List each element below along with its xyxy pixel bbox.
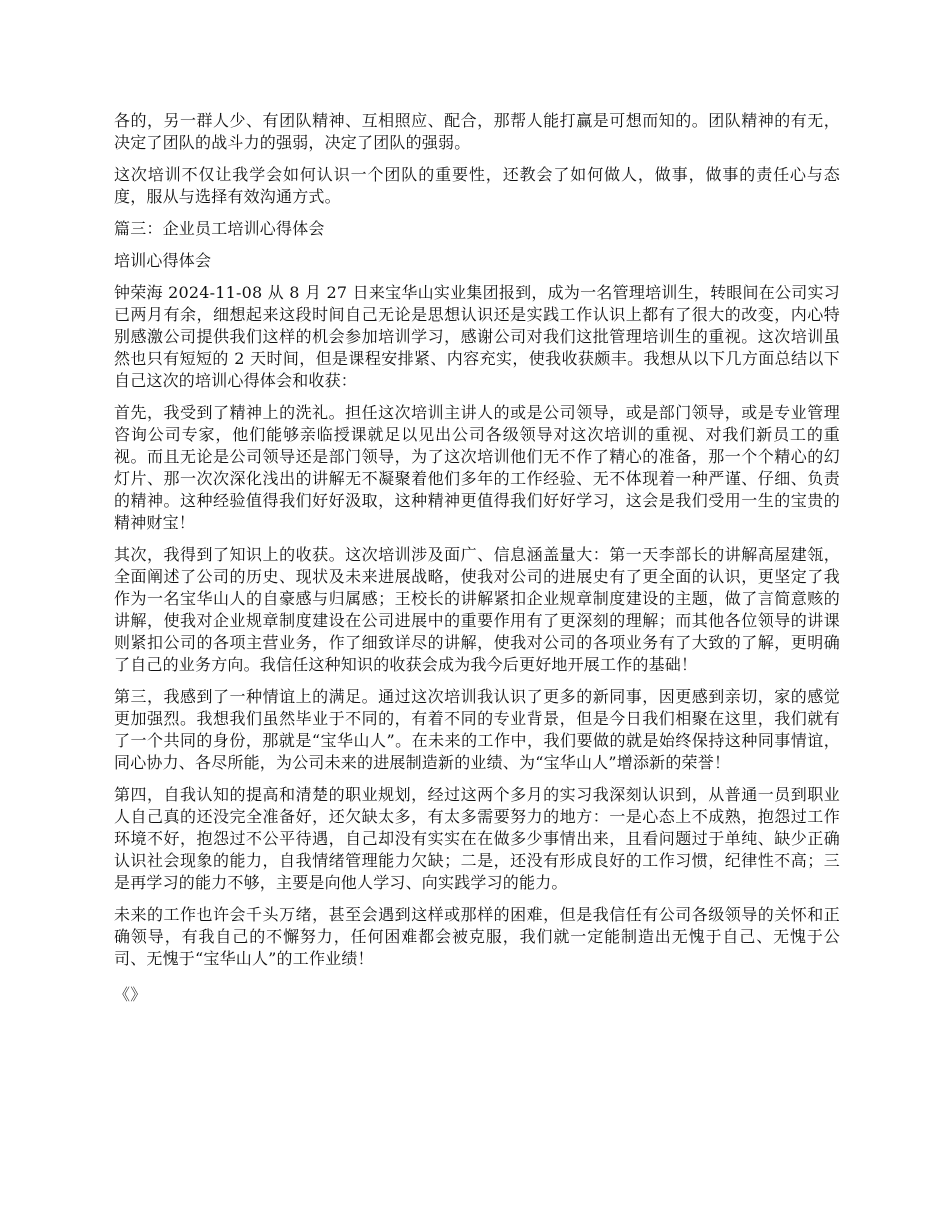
paragraph-team-spirit: 各的，另一群人少、有团队精神、互相照应、配合，那帮人能打赢是可想而知的。团队精神的有无，决定了团队的战斗力的强弱，决定了团队的强弱。 [114, 111, 840, 152]
subsection-title: 培训心得体会 [114, 251, 212, 270]
paragraph-second-point: 其次，我得到了知识上的收获。这次培训涉及面广、信息涵盖量大：第一天李部长的讲解高屋建瓴，全面阐述了公司的历史、现状及未来进展战略，使我对公司的进展史有了更全面的认识，更坚定了我作为一名宝华山人的自豪感与归属感；王校长的讲解紧扣企业规章制度建设的主题，做了言简意赅的讲解，使我对企业规章制度建设在公司进展中的重要作用有了更深刻的理解；而其他各位领导的讲课则紧扣公司的各项主营业务，作了细致详尽的讲解，使我对公司的各项业务有了大致的了解，更明确了自己的业务方向。我信任这种知识的收获会成为我今后更好地开展工作的基础！ [114, 545, 840, 674]
paragraph-first-point: 首先，我受到了精神上的洗礼。担任这次培训主讲人的或是公司领导，或是部门领导，或是专业管理咨询公司专家，他们能够亲临授课就足以见出公司各级领导对这次培训的重视、对我们新员工的重视。而且无论是公司领导还是部门领导，为了这次培训他们无不作了精心的准备，那一个个精心的幻灯片、那一次次深化浅出的讲解无不凝聚着他们多年的工作经验、无不体现着一种严谨、仔细、负责的精神。这种经验值得我们好好汲取，这种精神更值得我们好好学习，这会是我们受用一生的宝贵的精神财宝！ [114, 403, 840, 532]
paragraph-conclusion: 未来的工作也许会千头万绪，甚至会遇到这样或那样的困难，但是我信任有公司各级领导的关怀和正确领导，有我自己的不懈努力，任何困难都会被克服，我们就一定能制造出无愧于自己、无愧于公司、无愧于“宝华山人”的工作业绩！ [114, 905, 840, 968]
paragraph-third-point: 第三，我感到了一种情谊上的满足。通过这次培训我认识了更多的新同事，因更感到亲切，家的感觉更加强烈。我想我们虽然毕业于不同的，有着不同的专业背景，但是今日我们相聚在这里，我们就有了一个共同的身份，那就是“宝华山人”。在未来的工作中，我们要做的就是始终保持这种同事情谊，同心协力、各尽所能，为公司未来的进展制造新的业绩、为“宝华山人”增添新的荣誉！ [114, 687, 840, 772]
document-body [114, 110, 840, 1016]
paragraph-fourth-point: 第四，自我认知的提高和清楚的职业规划，经过这两个多月的实习我深刻认识到，从普通一员到职业人自己真的还没完全准备好，还欠缺太多，有太多需要努力的地方：一是心态上不成熟，抱怨过工作环境不好，抱怨过不公平待遇，自己却没有实实在在做多少事情出来，且看问题过于单纯、缺少正确认识社会现象的能力，自我情绪管理能力欠缺；二是，还没有形成良好的工作习惯，纪律性不高；三是再学习的能力不够，主要是向他人学习、向实践学习的能力。 [114, 785, 840, 892]
section-heading: 篇三：企业员工培训心得体会 [114, 219, 325, 238]
end-mark: 《》 [114, 985, 147, 1004]
paragraph-introduction: 钟荣海 2024-11-08 从 8 月 27 日来宝华山实业集团报到，成为一名管理培训生，转眼间在公司实习已两月有余，细想起来这段时间自己无论是思想认识还是实践工作认识上都有了很大的改变，内心特别感激公司提供我们这样的机会参加培训学习，感谢公司对我们这批管理培训生的重视。这次培训虽然也只有短短的 2 天时间，但是课程安排紧、内容充实，使我收获颇丰。我想从以下几方面总结以下自己这次的培训心得体会和收获： [114, 283, 840, 390]
paragraph-training-value: 这次培训不仅让我学会如何认识一个团队的重要性，还教会了如何做人，做事，做事的责任心与态度，服从与选择有效沟通方式。 [114, 165, 840, 206]
